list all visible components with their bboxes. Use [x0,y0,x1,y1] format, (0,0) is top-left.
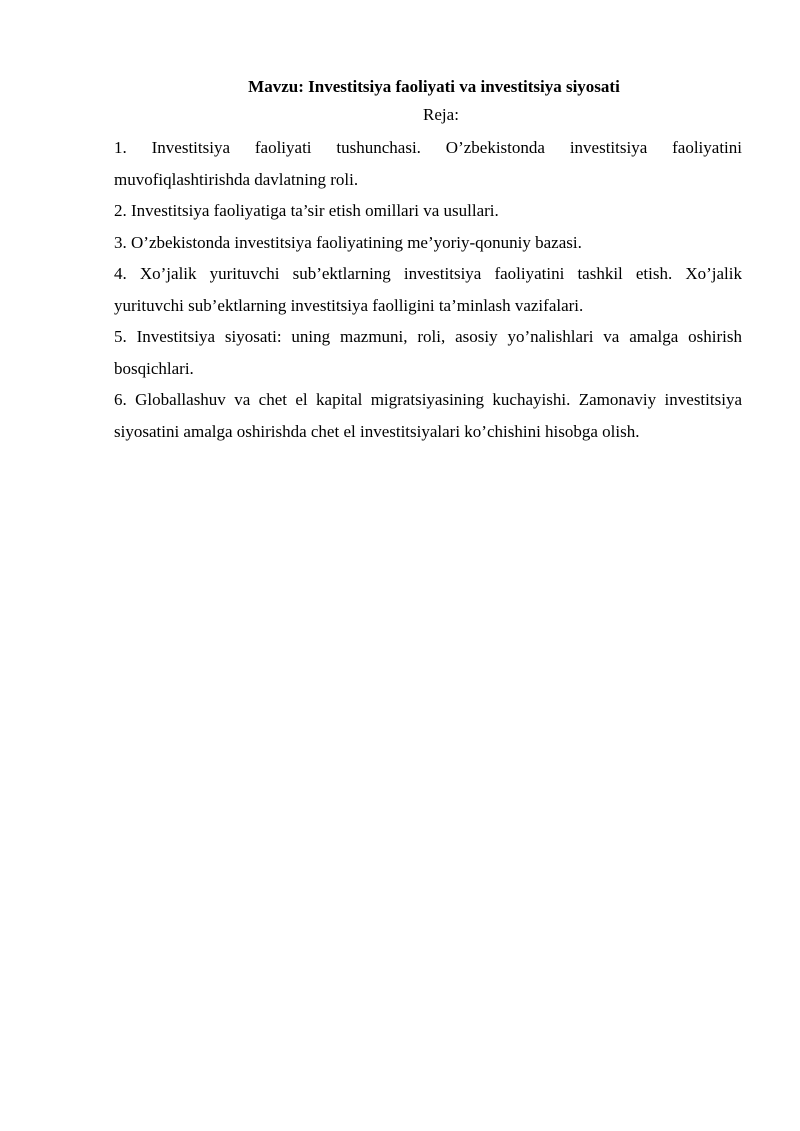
plan-item-4: 4. Xo’jalik yurituvchi sub’ektlarning investitsiya faoliyatini tashkil etish. Xo’jalik yurituvchi sub’ektlarning investitsiya faolligini ta’minlash vazifalari. [114,264,742,315]
document-title: Mavzu: Investitsiya faoliyati va investitsiya siyosati [248,77,620,96]
plan-item-6: 6. Globallashuv va chet el kapital migratsiyasining kuchayishi. Zamonaviy investitsiya siyosatini amalga oshirishda chet el investitsiyalari ko’chishini hisobga olish. [114,390,742,441]
plan-item-5: 5. Investitsiya siyosati: uning mazmuni, roli, asosiy yo’nalishlari va amalga oshirish bosqichlari. [114,327,742,378]
plan-item-2: 2. Investitsiya faoliyatiga ta’sir etish omillari va usullari. [114,201,499,220]
plan-item-3: 3. O’zbekistonda investitsiya faoliyatining me’yoriy-qonuniy bazasi. [114,232,582,252]
plan-heading: Reja: [423,105,459,124]
plan-list [114,132,742,447]
plan-item-1: 1. Investitsiya faoliyati tushunchasi. O’zbekistonda investitsiya faoliyatini muvofiqlashtirishda davlatning roli. [114,138,742,189]
document-page [114,74,742,447]
